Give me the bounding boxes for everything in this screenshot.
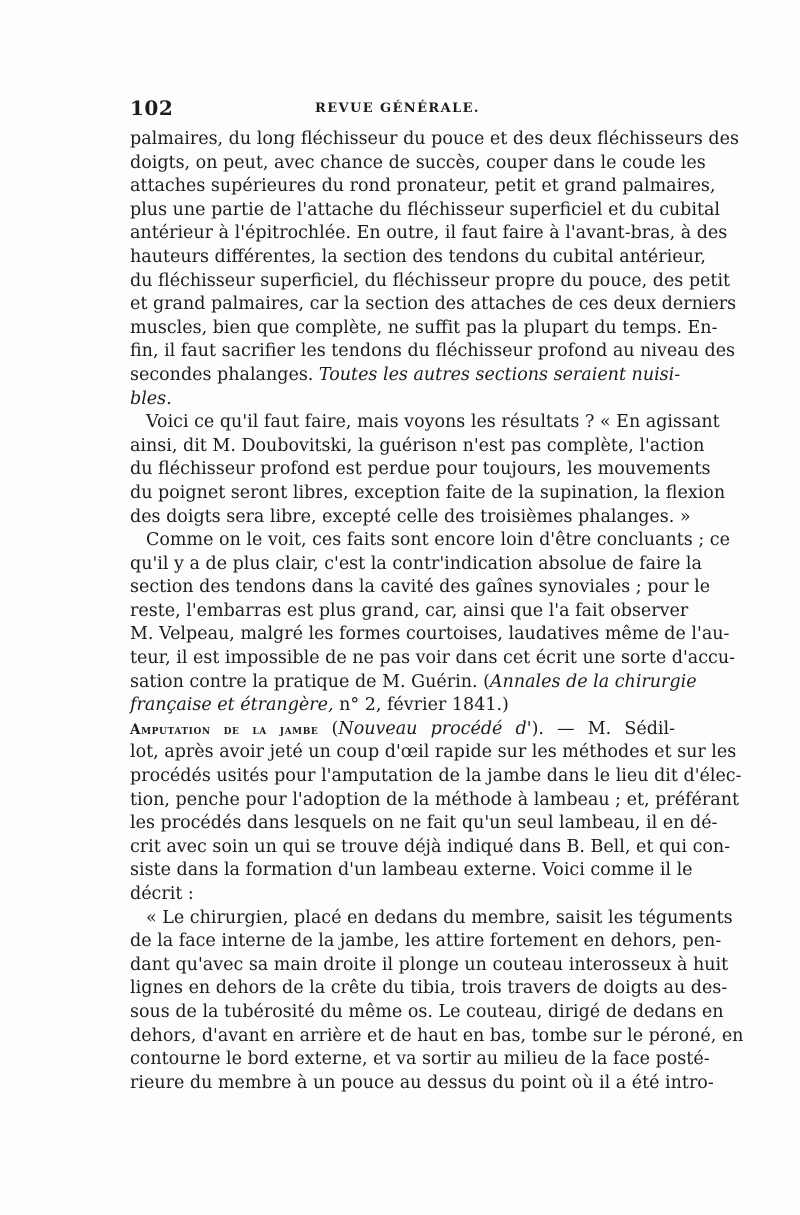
text-line: ainsi, dit M. Doubovitski, la guérison n'est pas complète, l'action <box>130 435 705 456</box>
text-line: M. Velpeau, malgré les formes courtoises, laudatives même de l'au- <box>130 624 730 645</box>
text-line: doigts, on peut, avec chance de succès, couper dans le coude les <box>130 152 706 173</box>
text-line: du fléchisseur superficiel, du fléchisseur propre du pouce, des petit <box>130 270 731 291</box>
text-line: sous de la tubérosité du même os. Le couteau, dirigé de dedans en <box>130 1001 724 1022</box>
text-line: plus une partie de l'attache du fléchisseur superficiel et du cubital <box>130 199 721 220</box>
running-head: REVUE GÉNÉRALE. <box>315 101 480 116</box>
text-line: muscles, bien que complète, ne suffit pas la plupart du temps. En- <box>130 317 718 338</box>
text-line: siste dans la formation d'un lambeau externe. Voici comme il le <box>130 860 693 881</box>
journal-title: française et étrangère, <box>130 695 334 716</box>
text-line: de la face interne de la jambe, les attire fortement en dehors, pen- <box>130 931 722 952</box>
page-number: 102 <box>130 96 174 120</box>
text-line: hauteurs différentes, la section des tendons du cubital antérieur, <box>130 246 706 267</box>
text-line: qu'il y a de plus clair, c'est la contr'indication absolue de faire la <box>130 553 702 574</box>
section-heading-line: Amputation de la jambe (Nouveau procédé d'). — M. Sédil- <box>130 718 676 739</box>
text-line: contourne le bord externe, et va sortir au milieu de la face posté- <box>130 1049 710 1070</box>
italic-emphasis: bles. <box>130 388 172 409</box>
text-line: procédés usités pour l'amputation de la jambe dans le lieu dit d'élec- <box>130 766 742 787</box>
text-line: décrit : <box>130 884 194 904</box>
text-line: dant qu'avec sa main droite il plonge un couteau interosseux à huit <box>130 954 729 975</box>
paragraph-start: Voici ce qu'il faut faire, mais voyons les résultats ? « En agissant <box>146 412 720 433</box>
text-line <box>130 388 675 412</box>
paragraph-start: « Le chirurgien, placé en dedans du membre, saisit les téguments <box>146 907 733 928</box>
text-line: du fléchisseur profond est perdue pour toujours, les mouvements <box>130 459 711 480</box>
journal-title: Annales de la chirurgie <box>489 671 697 692</box>
text-line: française et étrangère, n° 2, février 1841.) <box>130 695 509 716</box>
text-line: tion, penche pour l'adoption de la méthode à lambeau ; et, préférant <box>130 789 740 810</box>
text-line: lot, après avoir jeté un coup d'œil rapide sur les méthodes et sur les <box>130 742 737 763</box>
body-text <box>130 128 744 1095</box>
text-line: antérieur à l'épitrochlée. En outre, il faut faire à l'avant-bras, à des <box>130 223 728 244</box>
text-line: dehors, d'avant en arrière et de haut en bas, tombe sur le péroné, en <box>130 1025 744 1046</box>
text-line: palmaires, du long fléchisseur du pouce et des deux fléchisseurs des <box>130 129 739 149</box>
text-line: teur, il est impossible de ne pas voir dans cet écrit une sorte d'accu- <box>130 648 736 669</box>
paragraph-start: Comme on le voit, ces faits sont encore loin d'être concluants ; ce <box>146 530 730 551</box>
text-line: du poignet seront libres, exception faite de la supination, la flexion <box>130 482 726 503</box>
page-header <box>130 96 675 120</box>
italic-emphasis: Toutes les autres sections seraient nuisi- <box>318 364 681 385</box>
text-line: attaches supérieures du rond pronateur, petit et grand palmaires, <box>130 176 716 197</box>
text-line: des doigts sera libre, excepté celle des troisièmes phalanges. » <box>130 506 691 527</box>
text-line: les procédés dans lesquels on ne fait qu'un seul lambeau, il en dé- <box>130 813 718 834</box>
text-line: crit avec soin un qui se trouve déjà indiqué dans B. Bell, et qui con- <box>130 836 731 857</box>
text-line: lignes en dehors de la crête du tibia, trois travers de doigts au des- <box>130 978 728 999</box>
text-line: rieure du membre à un pouce au dessus du point où il a été intro- <box>130 1072 714 1093</box>
text-line: sation contre la pratique de M. Guérin. (Annales de la chirurgie <box>130 671 697 692</box>
italic-emphasis: Nouveau procédé d' <box>338 718 532 739</box>
section-title: Amputation de la jambe <box>130 721 319 738</box>
text-line: et grand palmaires, car la section des attaches de ces deux derniers <box>130 294 737 315</box>
text-line: fin, il faut sacrifier les tendons du fléchisseur profond au niveau des <box>130 341 736 362</box>
text-line: reste, l'embarras est plus grand, car, ainsi que l'a fait observer <box>130 600 689 621</box>
text-line: secondes phalanges. Toutes les autres sections seraient nuisi- <box>130 364 681 385</box>
text-line: section des tendons dans la cavité des gaînes synoviales ; pour le <box>130 577 711 598</box>
